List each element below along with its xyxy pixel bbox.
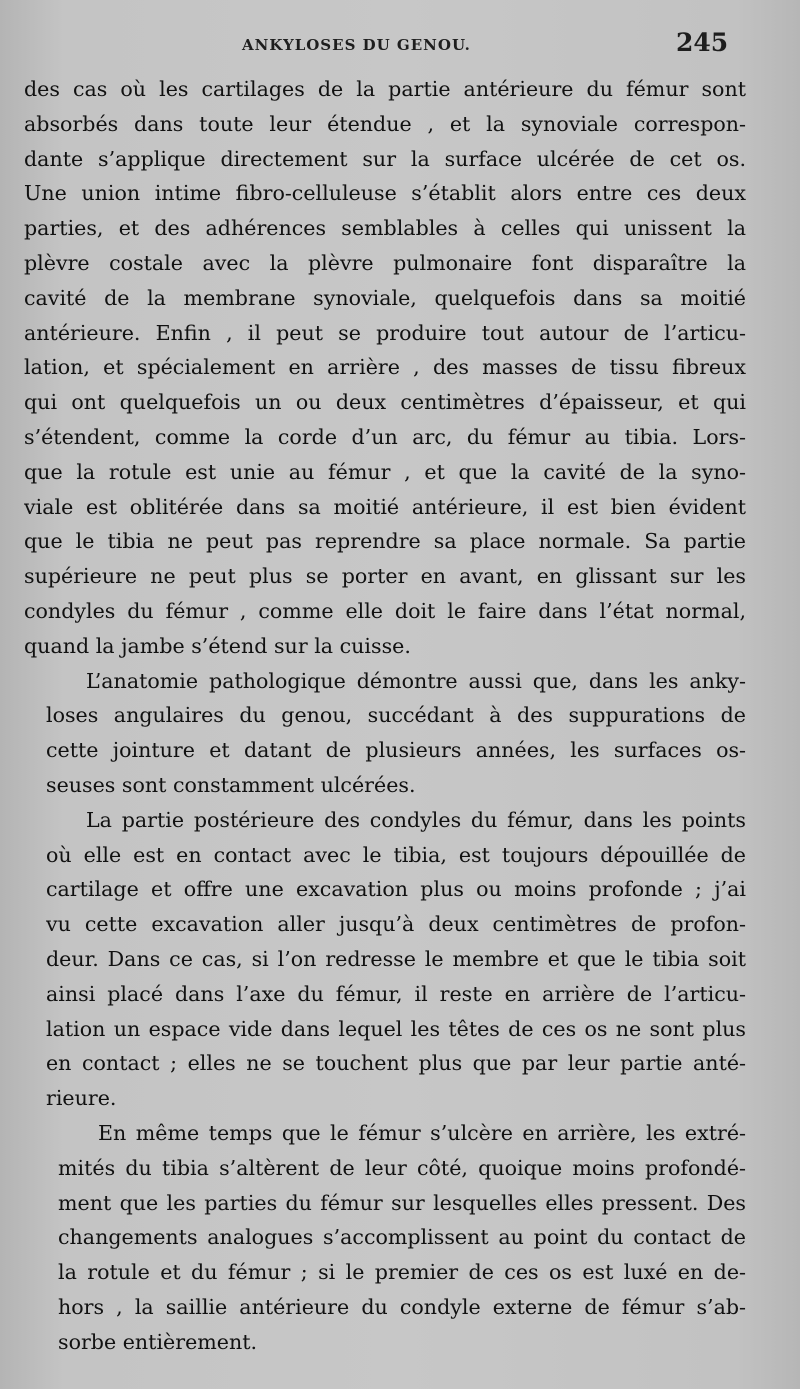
running-head: ANKYLOSES DU GENOU. xyxy=(242,36,471,54)
text-line: qui ont quelquefois un ou deux centimètres d’épaisseur, et qui xyxy=(24,390,746,415)
text-line: parties, et des adhérences semblables à celles qui unissent la xyxy=(24,216,746,241)
text-line: changements analogues s’accomplissent au point du contact de xyxy=(58,1225,746,1250)
paragraph-4 xyxy=(58,1116,746,1360)
text-line: des cas où les cartilages de la partie antérieure du fémur sont xyxy=(24,77,746,101)
text-line: où elle est en contact avec le tibia, est toujours dépouillée de xyxy=(46,842,746,867)
text-line: viale est oblitérée dans sa moitié antérieure, il est bien évident xyxy=(24,494,746,519)
text-line: La partie postérieure des condyles du fémur, dans les points xyxy=(86,807,746,832)
page-number: 245 xyxy=(676,28,729,57)
text-line: hors , la saillie antérieure du condyle externe de fémur s’ab- xyxy=(58,1294,746,1319)
text-line: cartilage et offre une excavation plus ou moins profonde ; j’ai xyxy=(46,877,746,902)
text-line: supérieure ne peut plus se porter en avant, en glissant sur les xyxy=(24,564,746,589)
text-line: L’anatomie pathologique démontre aussi que, dans les anky- xyxy=(86,668,746,693)
text-line: Une union intime fibro-celluleuse s’établit alors entre ces deux xyxy=(24,181,746,206)
text-line: sorbe entièrement. xyxy=(58,1329,258,1354)
text-line: que le tibia ne peut pas reprendre sa place normale. Sa partie xyxy=(24,529,746,554)
paragraph-3 xyxy=(46,803,746,1116)
text-line: cette jointure et datant de plusieurs années, les surfaces os- xyxy=(46,738,746,763)
paragraph-1 xyxy=(24,72,746,664)
body-text xyxy=(24,72,746,1359)
page-header xyxy=(0,28,800,68)
text-line: deur. Dans ce cas, si l’on redresse le membre et que le tibia soit xyxy=(46,946,746,971)
text-line: plèvre costale avec la plèvre pulmonaire font disparaître la xyxy=(24,250,746,275)
text-line: lation, et spécialement en arrière , des masses de tissu fibreux xyxy=(24,355,746,380)
text-line: mités du tibia s’altèrent de leur côté, quoique moins profondé- xyxy=(58,1155,746,1180)
text-line: En même temps que le fémur s’ulcère en arrière, les extré- xyxy=(98,1120,746,1145)
text-line: cavité de la membrane synoviale, quelquefois dans sa moitié xyxy=(24,285,746,310)
text-line: absorbés dans toute leur étendue , et la synoviale correspon- xyxy=(24,111,746,136)
text-line: lation un espace vide dans lequel les têtes de ces os ne sont plus xyxy=(46,1016,746,1041)
text-line: que la rotule est unie au fémur , et que la cavité de la syno- xyxy=(24,459,746,484)
text-line: s’étendent, comme la corde d’un arc, du fémur au tibia. Lors- xyxy=(24,424,746,449)
text-line: vu cette excavation aller jusqu’à deux centimètres de profon- xyxy=(46,912,746,937)
text-line: la rotule et du fémur ; si le premier de ces os est luxé en de- xyxy=(58,1260,746,1285)
text-line: dante s’applique directement sur la surface ulcérée de cet os. xyxy=(24,146,746,171)
text-line: ment que les parties du fémur sur lesquelles elles pressent. Des xyxy=(58,1190,746,1215)
text-line: quand la jambe s’étend sur la cuisse. xyxy=(24,633,411,658)
text-line: seuses sont constamment ulcérées. xyxy=(46,772,416,797)
text-line: en contact ; elles ne se touchent plus que par leur partie anté- xyxy=(46,1051,746,1076)
text-line: condyles du fémur , comme elle doit le faire dans l’état normal, xyxy=(24,598,746,623)
text-line: loses angulaires du genou, succédant à des suppurations de xyxy=(46,703,746,728)
text-line: rieure. xyxy=(46,1086,117,1111)
paragraph-2 xyxy=(46,664,746,803)
text-line: antérieure. Enfin , il peut se produire tout autour de l’articu- xyxy=(24,320,746,345)
text-line: ainsi placé dans l’axe du fémur, il reste en arrière de l’articu- xyxy=(46,981,746,1006)
